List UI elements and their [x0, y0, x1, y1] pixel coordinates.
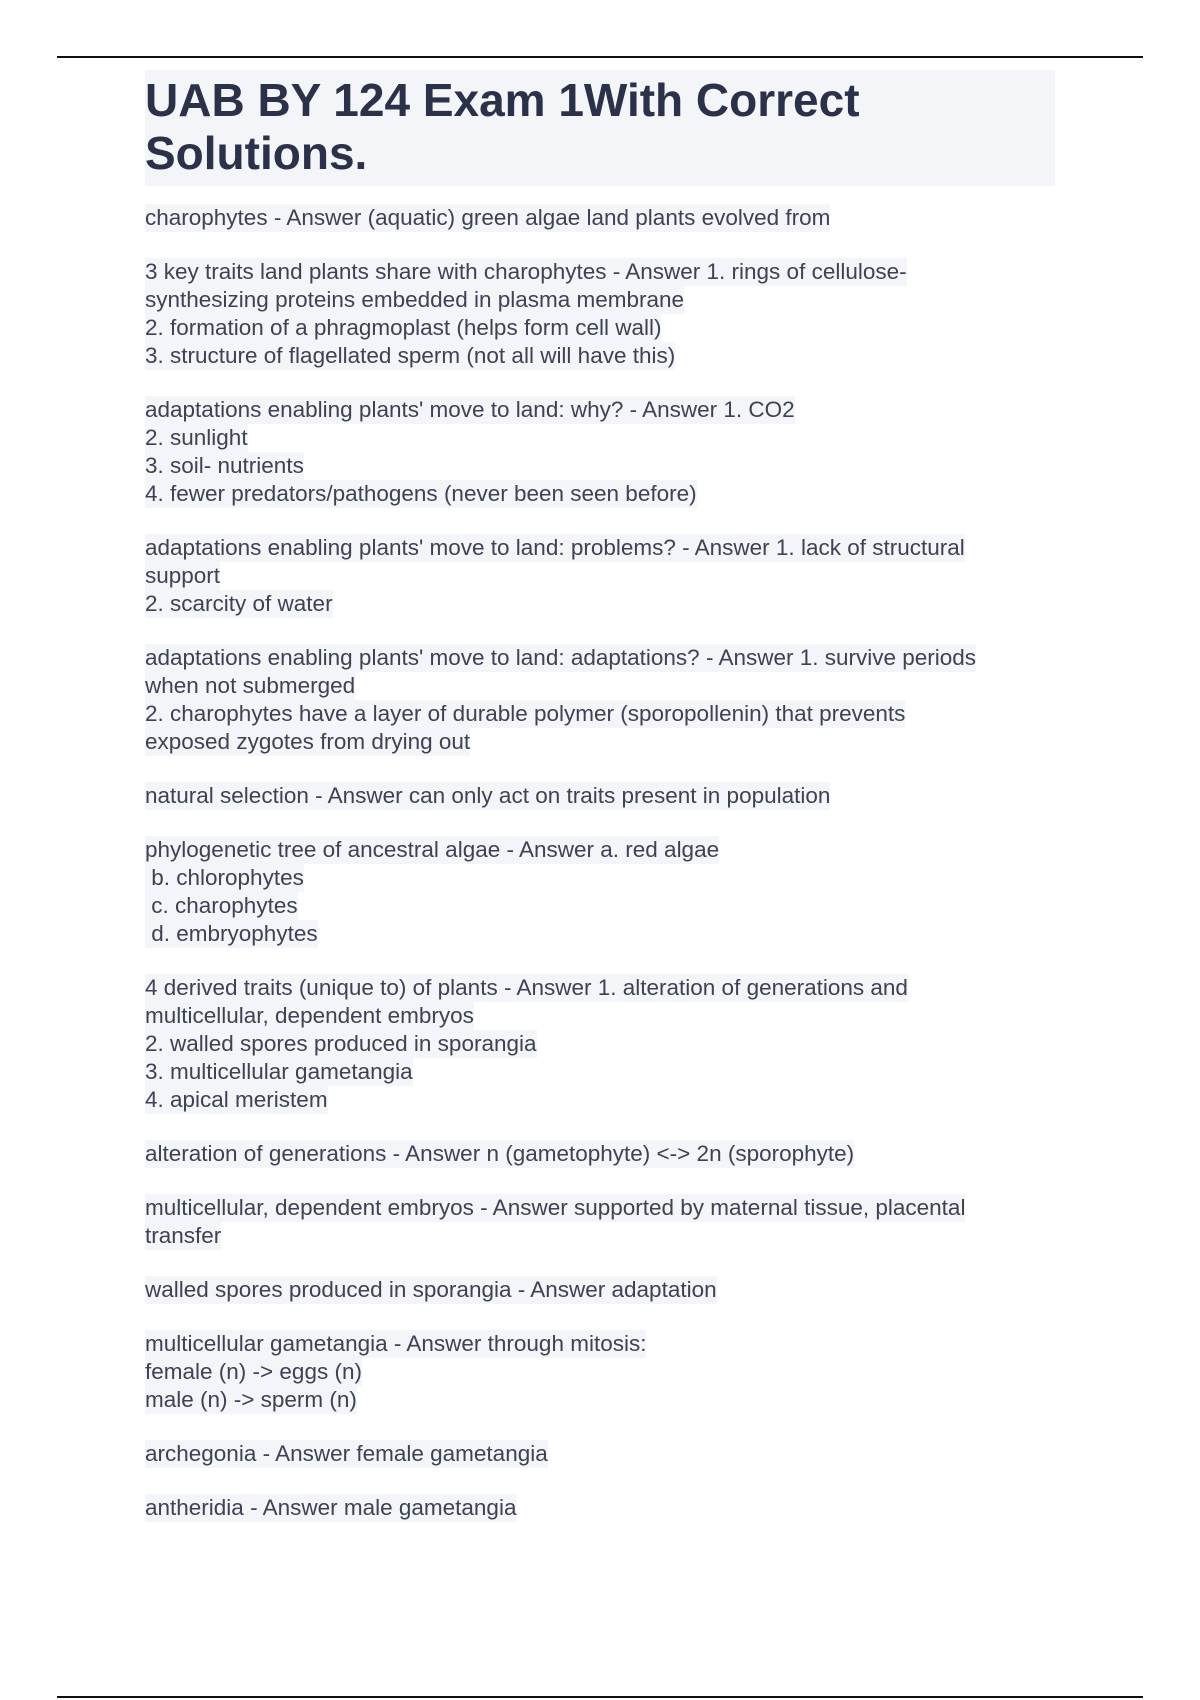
qa-item [145, 204, 1055, 232]
qa-line: antheridia - Answer male gametangia [145, 1495, 517, 1520]
qa-line: adaptations enabling plants' move to land: adaptations? - Answer 1. survive periods [145, 645, 977, 670]
qa-line: phylogenetic tree of ancestral algae - Answer a. red algae [145, 837, 720, 862]
qa-item [145, 782, 1055, 810]
qa-item [145, 258, 1055, 370]
document-title [145, 74, 1055, 180]
qa-line: natural selection - Answer can only act on traits present in population [145, 783, 831, 808]
qa-line: 2. walled spores produced in sporangia [145, 1031, 537, 1056]
qa-line: female (n) -> eggs (n) [145, 1359, 362, 1384]
qa-line: c. charophytes [145, 893, 298, 918]
qa-item [145, 1440, 1055, 1468]
qa-line: 2. sunlight [145, 425, 248, 450]
qa-item [145, 1330, 1055, 1414]
qa-line: 3. soil- nutrients [145, 453, 304, 478]
title-box [145, 70, 1055, 186]
document-content [145, 70, 1055, 1548]
top-rule [57, 56, 1143, 58]
qa-item [145, 974, 1055, 1114]
qa-item [145, 534, 1055, 618]
qa-item [145, 396, 1055, 508]
qa-line: multicellular, dependent embryos [145, 1003, 474, 1028]
bottom-rule [57, 1696, 1143, 1698]
qa-line: 2. scarcity of water [145, 591, 333, 616]
qa-list [145, 204, 1055, 1522]
qa-line: male (n) -> sperm (n) [145, 1387, 357, 1412]
qa-item [145, 1140, 1055, 1168]
qa-line: alteration of generations - Answer n (gametophyte) <-> 2n (sporophyte) [145, 1141, 855, 1166]
qa-line: 2. formation of a phragmoplast (helps form cell wall) [145, 315, 662, 340]
title-line: Solutions. [145, 127, 368, 179]
qa-line: transfer [145, 1223, 222, 1248]
qa-line: support [145, 563, 221, 588]
qa-line: exposed zygotes from drying out [145, 729, 471, 754]
qa-item [145, 1276, 1055, 1304]
qa-item [145, 644, 1055, 756]
qa-item [145, 1494, 1055, 1522]
qa-line: multicellular gametangia - Answer through mitosis: [145, 1331, 647, 1356]
qa-line: when not submerged [145, 673, 356, 698]
qa-line: 2. charophytes have a layer of durable polymer (sporopollenin) that prevents [145, 701, 906, 726]
qa-line: adaptations enabling plants' move to land: why? - Answer 1. CO2 [145, 397, 795, 422]
qa-line: walled spores produced in sporangia - Answer adaptation [145, 1277, 717, 1302]
qa-line: adaptations enabling plants' move to land: problems? - Answer 1. lack of structural [145, 535, 965, 560]
title-line: UAB BY 124 Exam 1With Correct [145, 74, 860, 126]
qa-line: multicellular, dependent embryos - Answer supported by maternal tissue, placental [145, 1195, 966, 1220]
qa-line: 4. apical meristem [145, 1087, 328, 1112]
qa-line: 3. structure of flagellated sperm (not all will have this) [145, 343, 676, 368]
qa-item [145, 1194, 1055, 1250]
qa-item [145, 836, 1055, 948]
qa-line: b. chlorophytes [145, 865, 304, 890]
qa-line: charophytes - Answer (aquatic) green algae land plants evolved from [145, 205, 831, 230]
qa-line: synthesizing proteins embedded in plasma membrane [145, 287, 685, 312]
qa-line: 4. fewer predators/pathogens (never been seen before) [145, 481, 697, 506]
qa-line: 3. multicellular gametangia [145, 1059, 413, 1084]
qa-line: 4 derived traits (unique to) of plants - Answer 1. alteration of generations and [145, 975, 908, 1000]
qa-line: archegonia - Answer female gametangia [145, 1441, 548, 1466]
qa-line: d. embryophytes [145, 921, 318, 946]
qa-line: 3 key traits land plants share with charophytes - Answer 1. rings of cellulose- [145, 259, 907, 284]
